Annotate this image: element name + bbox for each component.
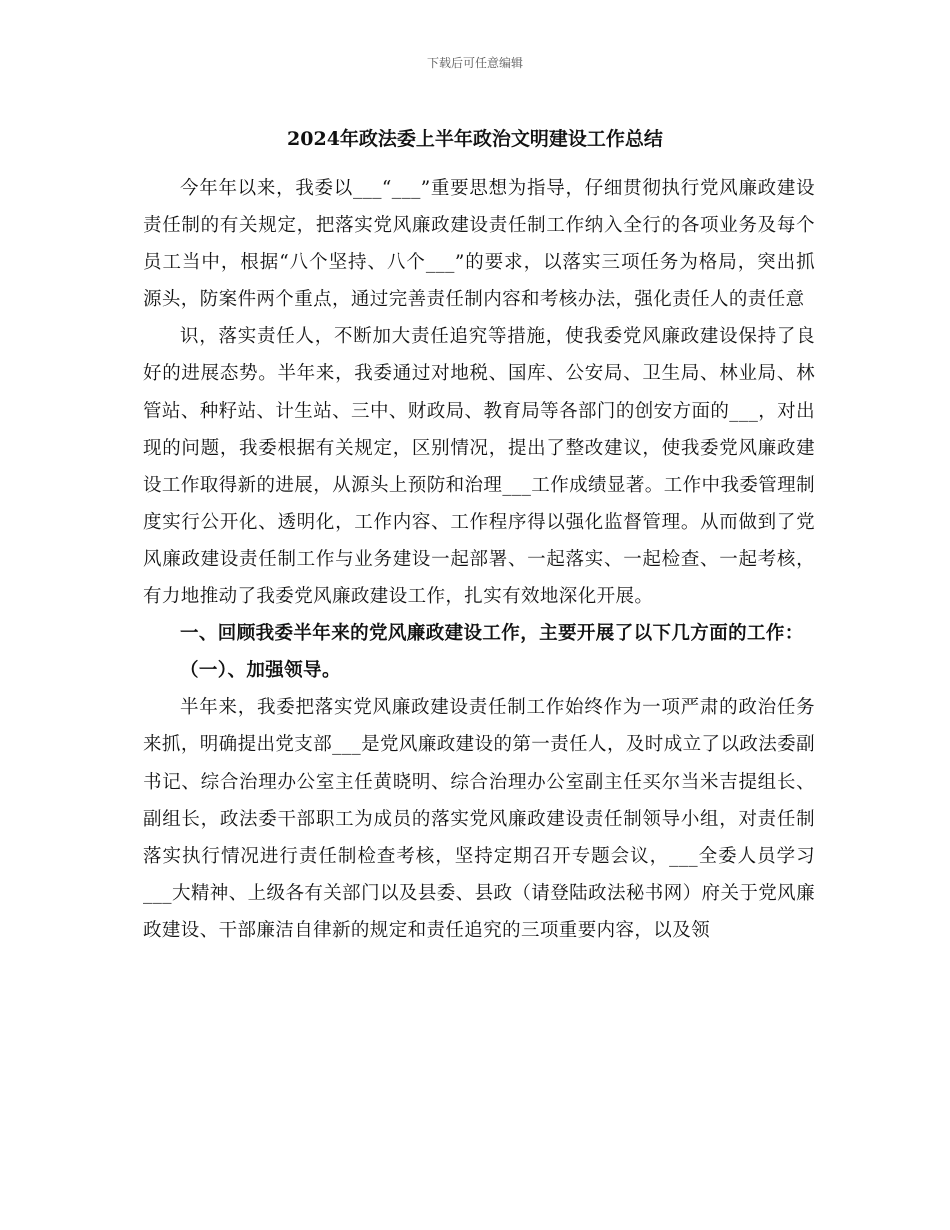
paragraph-leadership: 半年来，我委把落实党风廉政建设责任制工作始终作为一项严肃的政治任务来抓，明确提出党支部___是党风廉政建设的第一责任人，及时成立了以政法委副书记、综合治理办公室主任黄晓明、综合治理办公室副主任买尔当米吉提组长、副组长，政法委干部职工为成员的落实党风廉政建设责任制领导小组，对责任制落实执行情况进行责任制检查考核，坚持定期召开专题会议，___全委人员学习___大精神、上级各有关部门以及县委、县政（请登陆政法秘书网）府关于党风廉政建设、干部廉洁自律新的规定和责任追究的三项重要内容，以及领 — [143, 697, 815, 941]
document-body — [143, 170, 815, 949]
subsection-heading: （一）、加强领导。 — [180, 660, 341, 682]
document-title: 2024年政法委上半年政治文明建设工作总结 — [287, 128, 663, 150]
header-note: 下载后可任意编辑 — [426, 56, 523, 70]
paragraph-progress: 识，落实责任人，不断加大责任追究等措施，使我委党风廉政建设保持了良好的进展态势。半年来，我委通过对地税、国库、公安局、卫生局、林业局、林管站、种籽站、计生站、三中、财政局、教育局等各部门的创安方面的___，对出现的问题，我委根据有关规定，区别情况，提出了整改建议，使我委党风廉政建设工作取得新的进展，从源头上预防和治理___工作成绩显著。工作中我委管理制度实行公开化、透明化，工作内容、工作程序得以强化监督管理。从而做到了党风廉政建设责任制工作与业务建设一起部署、一起落实、一起检查、一起考核，有力地推动了我委党风廉政建设工作，扎实有效地深化开展。 — [143, 326, 815, 608]
paragraph-intro: 今年年以来，我委以___“___”重要思想为指导，仔细贯彻执行党风廉政建设责任制的有关规定，把落实党风廉政建设责任制工作纳入全行的各项业务及每个员工当中，根据“八个坚持、八个___”的要求，以落实三项任务为格局，突出抓源头，防案件两个重点，通过完善责任制内容和考核办法，强化责任人的责任意 — [143, 178, 815, 311]
section-heading: 一、回顾我委半年来的党风廉政建设工作，主要开展了以下几方面的工作： — [180, 623, 804, 645]
